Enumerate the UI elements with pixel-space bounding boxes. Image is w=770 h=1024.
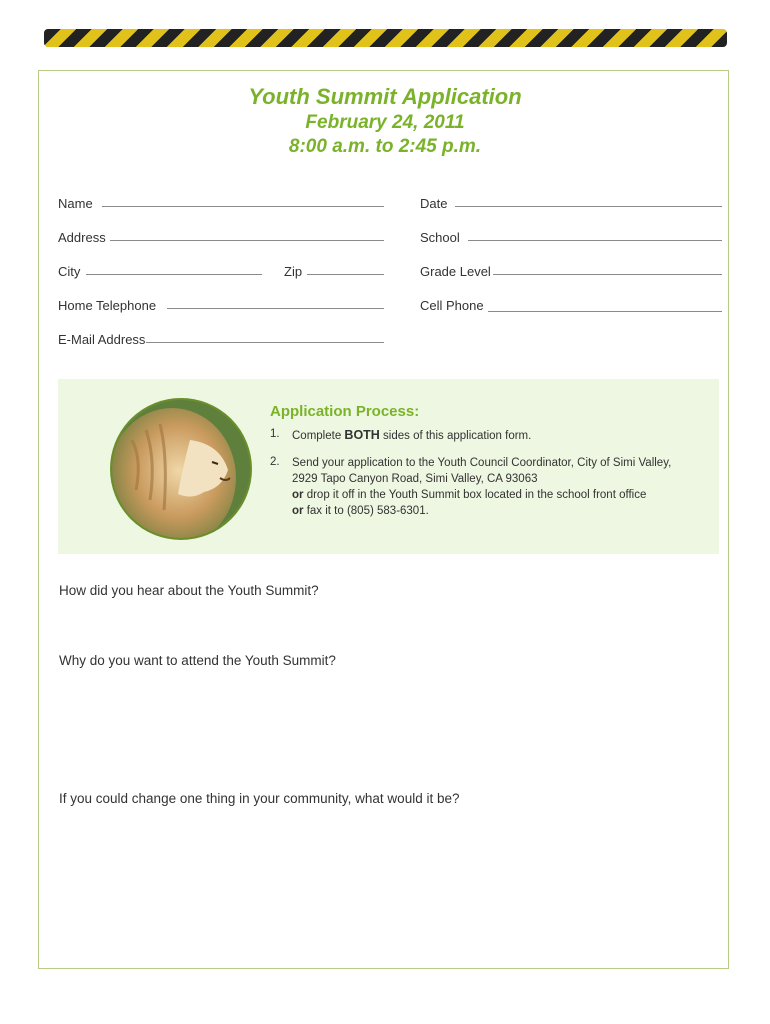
or-emphasis: or — [292, 489, 304, 501]
step-1-number: 1. — [270, 428, 280, 440]
step-2-line-3 — [292, 487, 712, 503]
school-field[interactable] — [468, 240, 722, 241]
step-1-text — [292, 427, 531, 444]
lion-image — [110, 398, 252, 540]
school-label: School — [420, 230, 460, 245]
grade-level-field[interactable] — [493, 274, 722, 275]
name-field[interactable] — [102, 206, 384, 207]
city-label: City — [58, 264, 81, 279]
step-2-line-2: 2929 Tapo Canyon Road, Simi Valley, CA 93063 — [292, 473, 538, 485]
step-2-line-3-text: drop it off in the Youth Summit box located in the school front office — [303, 489, 647, 501]
date-label: Date — [420, 196, 448, 211]
step-2-text — [292, 455, 712, 519]
event-time: 8:00 a.m. to 2:45 p.m. — [288, 136, 482, 157]
hazard-stripe-banner — [44, 29, 727, 47]
address-label: Address — [58, 230, 106, 245]
form-title: Youth Summit Application — [248, 84, 522, 109]
email-field[interactable] — [146, 342, 384, 343]
step-2-line-4-text: fax it to (805) 583-6301. — [303, 505, 429, 517]
question-change-community: If you could change one thing in your community, what would it be? — [59, 791, 460, 806]
step-1-bold: BOTH — [344, 428, 380, 442]
date-field[interactable] — [455, 206, 722, 207]
event-date: February 24, 2011 — [305, 112, 465, 133]
address-field[interactable] — [110, 240, 384, 241]
question-how-heard: How did you hear about the Youth Summit? — [59, 583, 319, 598]
city-field[interactable] — [86, 274, 262, 275]
step-1-text-a: Complete — [292, 430, 345, 442]
name-label: Name — [58, 196, 93, 211]
home-telephone-label: Home Telephone — [58, 298, 157, 313]
grade-level-label: Grade Level — [420, 264, 491, 279]
application-process-title: Application Process: — [270, 403, 420, 420]
cell-phone-field[interactable] — [488, 311, 722, 312]
zip-field[interactable] — [307, 274, 384, 275]
step-2-line-4 — [292, 503, 712, 519]
step-1-text-b: sides of this application form. — [379, 430, 532, 442]
question-why-attend: Why do you want to attend the Youth Summit? — [59, 653, 336, 668]
home-telephone-field[interactable] — [167, 308, 384, 309]
email-label: E-Mail Address — [58, 332, 146, 347]
step-2-number: 2. — [270, 456, 280, 468]
step-2-line-1: Send your application to the Youth Council Coordinator, City of Simi Valley, — [292, 457, 672, 469]
or-emphasis: or — [292, 505, 304, 517]
zip-label: Zip — [284, 264, 303, 279]
cell-phone-label: Cell Phone — [420, 298, 484, 313]
